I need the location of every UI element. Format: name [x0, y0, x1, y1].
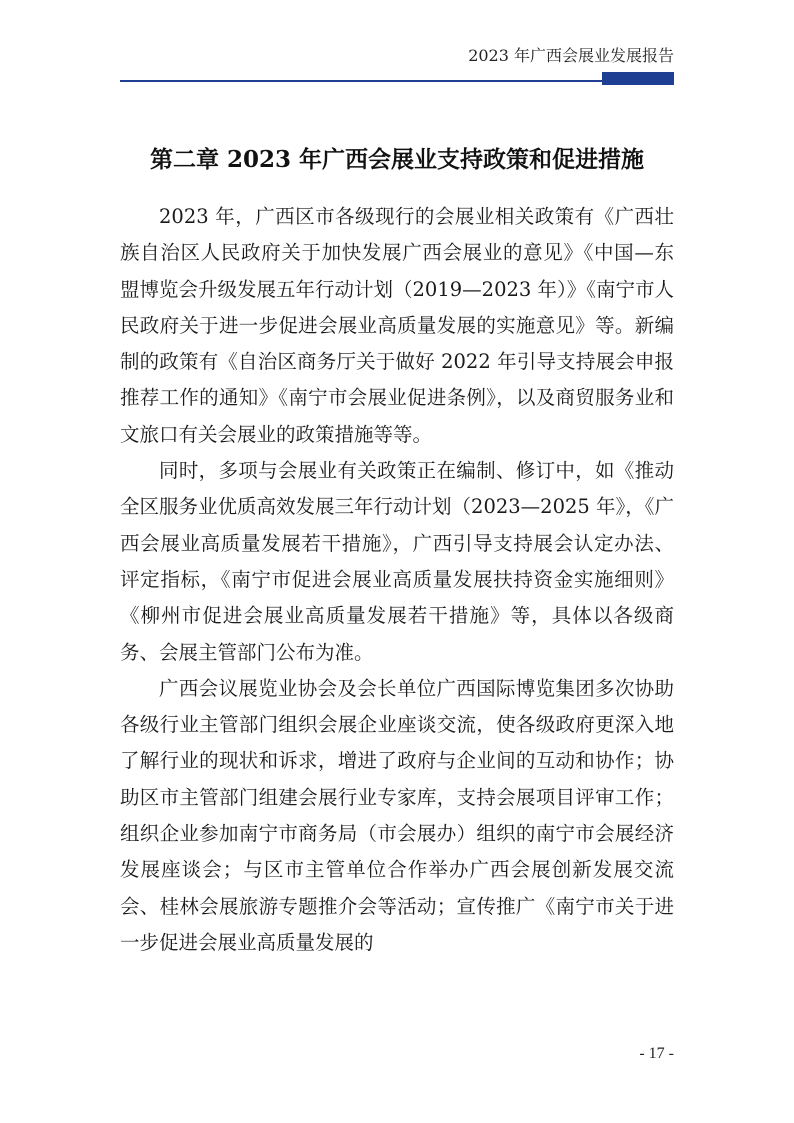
paragraph-1: 2023 年，广西区市各级现行的会展业相关政策有《广西壮族自治区人民政府关于加快发展广西会展业的意见》《中国—东盟博览会升级发展五年行动计划（2019—2023 年）》《南宁市人民政府关于进一步促进会展业高质量发展的实施意见》等。新编制的政策有《自治区商务厅关于做好 2022 年引导支持展会申报推荐工作的通知》《南宁市会展业促进条例》，以及商贸服务业和文旅口有关会展业的政策措施等等。: [120, 205, 674, 446]
paragraph-2: 同时，多项与会展业有关政策正在编制、修订中，如《推动全区服务业优质高效发展三年行动计划（2023—2025 年》，《广西会展业高质量发展若干措施》，广西引导支持展会认定办法、评定指标，《南宁市促进会展业高质量发展扶持资金实施细则》《柳州市促进会展业高质量发展若干措施》等，具体以各级商务、会展主管部门公布为准。: [120, 459, 674, 664]
chapter-title: 第二章 2023 年广西会展业支持政策和促进措施: [149, 146, 645, 174]
body-text: [120, 199, 674, 961]
page-number: - 17 -: [639, 1045, 674, 1062]
header-rule-accent: [602, 72, 674, 85]
running-header: 2023 年广西会展业发展报告: [468, 46, 674, 65]
header-rule: [120, 80, 674, 82]
paragraph-3: 广西会议展览业协会及会长单位广西国际博览集团多次协助各级行业主管部门组织会展企业座谈交流，使各级政府更深入地了解行业的现状和诉求，增进了政府与企业间的互动和协作；协助区市主管部门组建会展行业专家库，支持会展项目评审工作；组织企业参加南宁市商务局（市会展办）组织的南宁市会展经济发展座谈会；与区市主管单位合作举办广西会展创新发展交流会、桂林会展旅游专题推介会等活动；宣传推广《南宁市关于进一步促进会展业高质量发展的: [120, 676, 674, 954]
